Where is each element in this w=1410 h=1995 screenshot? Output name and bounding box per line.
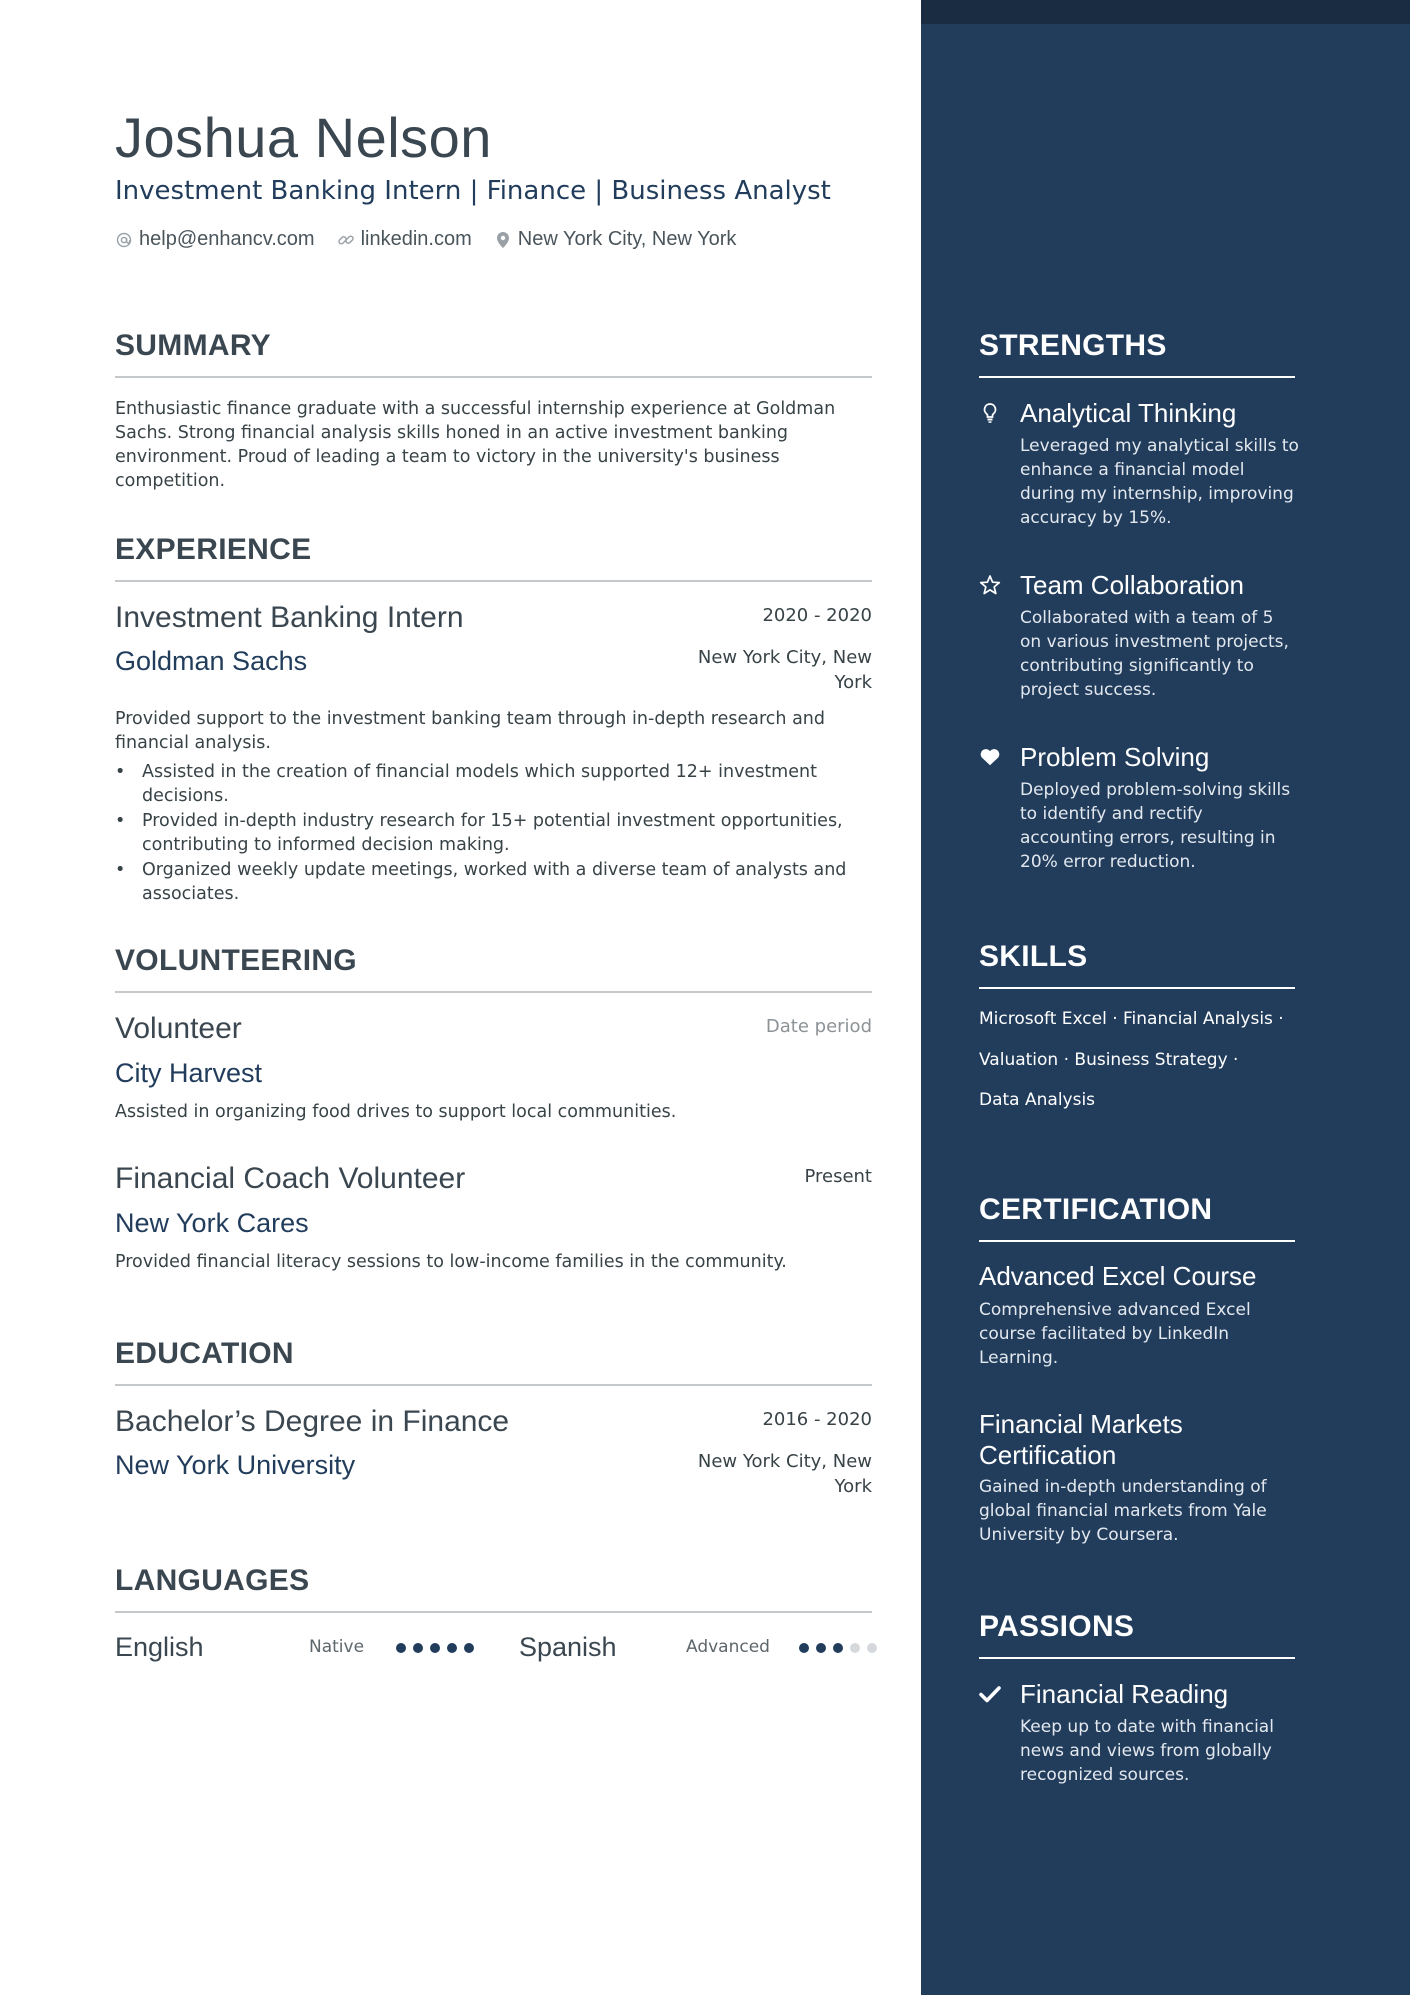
experience-title: EXPERIENCE — [115, 533, 312, 566]
certification-title: CERTIFICATION — [979, 1193, 1213, 1226]
rating-dot-filled — [447, 1643, 457, 1653]
summary-divider — [115, 376, 872, 378]
strengths-divider — [979, 376, 1295, 378]
school-name: New York University — [115, 1450, 356, 1480]
list-item: • Assisted in the creation of financial models which supported 12+ investment decisions. — [115, 760, 872, 808]
strength-title: Analytical Thinking — [1020, 398, 1237, 428]
link-icon — [337, 230, 355, 250]
job-location: New York City, New York — [697, 647, 872, 693]
candidate-name: Joshua Nelson — [115, 106, 492, 169]
rating-dot-filled — [816, 1643, 826, 1653]
certification-divider — [979, 1240, 1295, 1242]
language-name: English — [115, 1632, 204, 1662]
contact-linkedin-text: linkedin.com — [360, 228, 472, 250]
contact-email[interactable] — [115, 228, 315, 251]
rating-dot-filled — [833, 1643, 843, 1653]
language-rating — [396, 1643, 481, 1653]
strength-description: Leveraged my analytical skills to enhance a financial model during my internship, improving accuracy by 15%. — [1020, 436, 1299, 528]
volunteer-dates: Date period — [765, 1016, 872, 1037]
rating-dot-empty — [867, 1643, 877, 1653]
heart-icon — [979, 746, 1001, 768]
skills-line: Valuation · Business Strategy · — [979, 1050, 1239, 1070]
strength-title: Problem Solving — [1020, 742, 1210, 772]
certificate-title: Financial Markets Certification — [979, 1409, 1183, 1470]
certificate-description: Gained in-depth understanding of global financial markets from Yale University by Coursera. — [979, 1477, 1267, 1545]
strength-title: Team Collaboration — [1020, 570, 1245, 600]
education-dates: 2016 - 2020 — [762, 1409, 872, 1430]
job-dates: 2020 - 2020 — [762, 605, 872, 626]
rating-dot-filled — [430, 1643, 440, 1653]
job-company: Goldman Sachs — [115, 646, 308, 676]
rating-dot-filled — [799, 1643, 809, 1653]
job-bullets — [115, 760, 872, 907]
rating-dot-filled — [413, 1643, 423, 1653]
lightbulb-icon — [979, 402, 1001, 424]
skills-line: Data Analysis — [979, 1090, 1096, 1110]
language-level: Native — [309, 1637, 365, 1657]
job-description: Provided support to the investment banking team through in-depth research and financial analysis. — [115, 709, 826, 753]
strength-description: Collaborated with a team of 5 on various investment projects, contributing significantly to project success. — [1020, 608, 1289, 700]
volunteer-dates: Present — [804, 1166, 872, 1187]
skills-title: SKILLS — [979, 940, 1088, 973]
language-rating — [799, 1643, 884, 1653]
summary-title: SUMMARY — [115, 329, 271, 362]
languages-row — [115, 1630, 872, 1664]
languages-title: LANGUAGES — [115, 1564, 310, 1597]
candidate-headline: Investment Banking Intern | Finance | Business Analyst — [115, 176, 831, 206]
experience-divider — [115, 580, 872, 582]
at-icon — [115, 230, 133, 250]
education-location: New York City, New York — [697, 1451, 872, 1497]
summary-text: Enthusiastic finance graduate with a successful internship experience at Goldman Sachs. Strong financial analysis skills honed in an active investment banking environment. Proud of leading a team to victory in the university's business competition. — [115, 399, 836, 491]
rating-dot-empty — [850, 1643, 860, 1653]
degree-title: Bachelor’s Degree in Finance — [115, 1405, 510, 1438]
passion-title: Financial Reading — [1020, 1679, 1229, 1709]
strength-description: Deployed problem-solving skills to identify and rectify accounting errors, resulting in 20% error reduction. — [1020, 780, 1291, 872]
list-item: • Provided in-depth industry research for 15+ potential investment opportunities, contributing to informed decision making. — [115, 809, 872, 857]
passions-title: PASSIONS — [979, 1610, 1135, 1643]
volunteering-title: VOLUNTEERING — [115, 944, 357, 977]
checkmark-icon — [979, 1683, 1001, 1705]
education-title: EDUCATION — [115, 1337, 294, 1370]
star-icon — [979, 574, 1001, 596]
volunteer-role: Financial Coach Volunteer — [115, 1162, 466, 1195]
skills-line: Microsoft Excel · Financial Analysis · — [979, 1009, 1284, 1029]
contact-email-text: help@enhancv.com — [139, 228, 315, 250]
volunteering-divider — [115, 991, 872, 993]
languages-divider — [115, 1611, 872, 1613]
certificate-description: Comprehensive advanced Excel course facilitated by LinkedIn Learning. — [979, 1300, 1251, 1368]
volunteer-description: Provided financial literacy sessions to low-income families in the community. — [115, 1252, 787, 1272]
contact-bar — [115, 228, 758, 251]
passions-divider — [979, 1657, 1295, 1659]
volunteer-org: City Harvest — [115, 1058, 263, 1088]
certificate-title: Advanced Excel Course — [979, 1261, 1257, 1291]
strengths-title: STRENGTHS — [979, 329, 1167, 362]
language-level: Advanced — [686, 1637, 770, 1657]
contact-linkedin[interactable] — [337, 228, 472, 251]
volunteer-org: New York Cares — [115, 1208, 309, 1238]
rating-dot-filled — [464, 1643, 474, 1653]
list-item: • Organized weekly update meetings, worked with a diverse team of analysts and associates. — [115, 858, 872, 906]
contact-location — [494, 228, 737, 251]
rating-dot-filled — [396, 1643, 406, 1653]
sidebar-top-band — [921, 0, 1410, 24]
passion-description: Keep up to date with financial news and views from globally recognized sources. — [1020, 1717, 1274, 1785]
volunteer-description: Assisted in organizing food drives to support local communities. — [115, 1102, 677, 1122]
skills-divider — [979, 987, 1295, 989]
location-pin-icon — [494, 230, 512, 250]
volunteer-role: Volunteer — [115, 1012, 242, 1045]
job-title: Investment Banking Intern — [115, 601, 464, 634]
education-divider — [115, 1384, 872, 1386]
language-name: Spanish — [519, 1632, 617, 1662]
contact-location-text: New York City, New York — [517, 228, 737, 250]
